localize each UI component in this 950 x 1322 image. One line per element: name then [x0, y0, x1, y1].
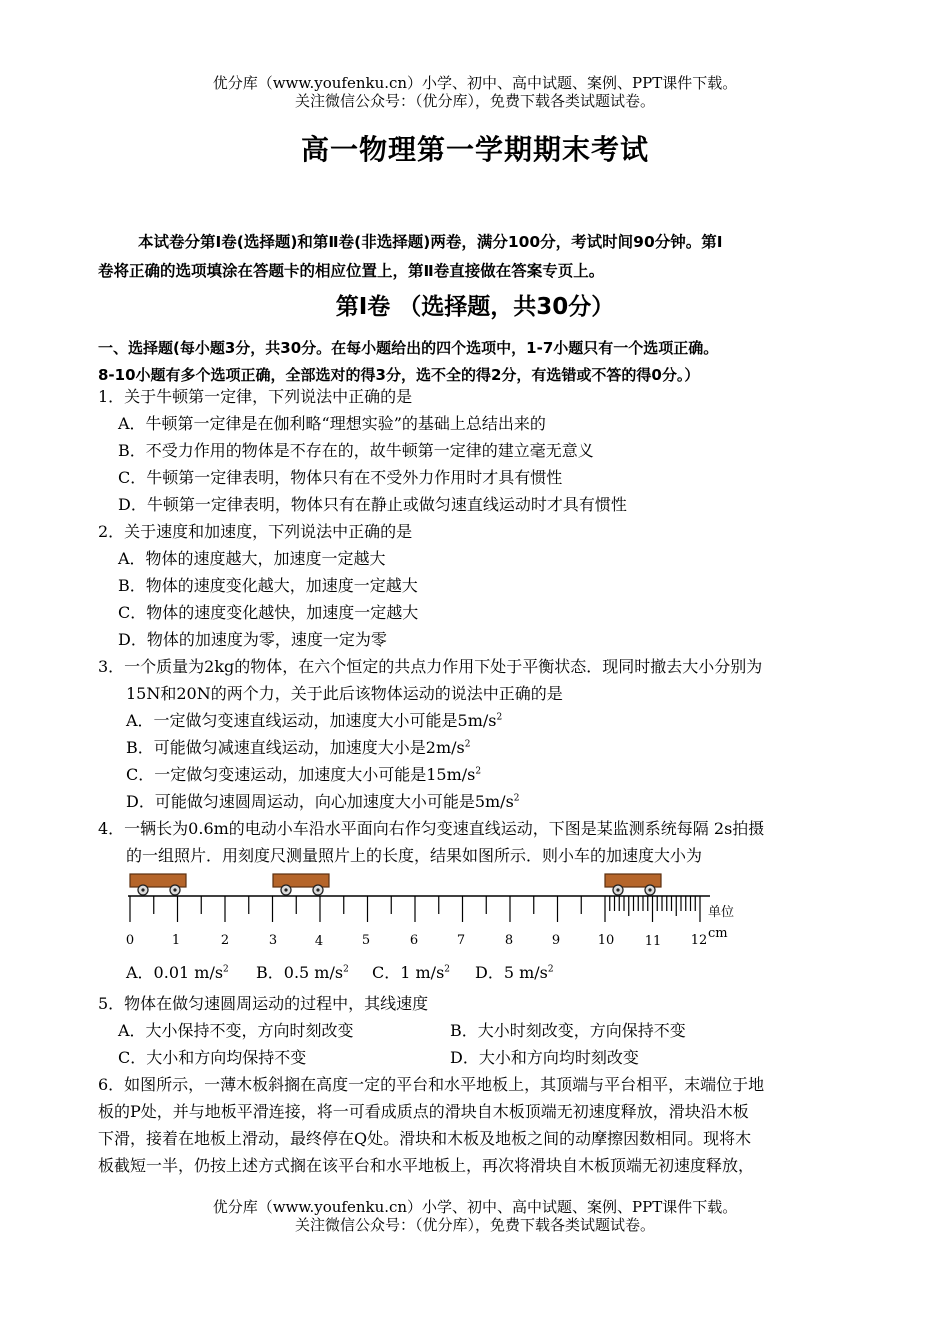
q2-option-b: B．物体的速度变化越大，加速度一定越大 [118, 576, 418, 595]
ruler-label-7: 7 [456, 933, 466, 948]
q3-option-c: C．一定做匀变速运动，加速度大小可能是$15m/s^2$ [126, 765, 482, 784]
q3-stem-line-1: 3．一个质量为2kg的物体，在六个恒定的共点力作用下处于平衡状态．现同时撤去大小分别为 [98, 657, 763, 676]
header-line-2: 关注微信公众号：（优分库），免费下载各类试题试卷。 [294, 92, 655, 110]
q3-option-a: A．一定做匀变速直线运动，加速度大小可能是$5m/s^2$ [126, 711, 503, 730]
ruler-unit-label: 单位 [708, 905, 735, 920]
intro-line-2: 卷将正确的选项填涂在答题卡的相应位置上，第Ⅱ卷直接做在答案专页上。 [98, 262, 605, 280]
ruler-unit-cm: cm [708, 926, 728, 941]
page-title: 高一物理第一学期期末考试 [300, 133, 649, 166]
q5-option-b: B．大小时刻改变，方向保持不变 [450, 1021, 686, 1040]
instructions-line-2: 8-10小题有多个选项正确，全部选对的得3分，选不全的得2分，有选错或不答的得0分。） [98, 366, 700, 384]
q6-line-2: 板的P处，并与地板平滑连接，将一可看成质点的滑块自木板顶端无初速度释放，滑块沿木板 [98, 1102, 749, 1121]
q1-option-c: C．牛顿第一定律表明，物体只有在不受外力作用时才具有惯性 [118, 468, 563, 487]
instructions-line-1: 一、选择题(每小题3分，共30分。在每小题给出的四个选项中，1-7小题只有一个选项正确。 [98, 339, 719, 357]
cart-wheel-hub [141, 888, 144, 891]
section-title: 第Ⅰ卷 （选择题，共30分） [335, 294, 615, 320]
ruler-label-0: 0 [125, 933, 135, 948]
cart-wheel-hub [173, 888, 176, 891]
footer-line-1: 优分库（www.youfenku.cn）小学、初中、高中试题、案例、PPT课件下载。 [212, 1198, 738, 1216]
q2-stem: 2．关于速度和加速度，下列说法中正确的是 [98, 522, 413, 541]
q4-option-d: D．5 $m/s^2$ [475, 963, 554, 982]
q1-option-a: A．牛顿第一定律是在伽利略“理想实验”的基础上总结出来的 [118, 414, 546, 433]
q4-option-c: C．1 $m/s^2$ [372, 963, 451, 982]
q3-option-d: D．可能做匀速圆周运动，向心加速度大小可能是$5m/s^2$ [126, 792, 520, 811]
ruler-ticks [130, 896, 700, 922]
cart-2 [273, 874, 329, 895]
q2-option-d: D．物体的加速度为零，速度一定为零 [118, 630, 387, 649]
instructions [98, 335, 878, 389]
q1-option-b: B．不受力作用的物体是不存在的，故牛顿第一定律的建立毫无意义 [118, 441, 594, 460]
ruler-label-3: 3 [268, 933, 278, 948]
q4-option-a: A．0.01 $m/s^2$ [126, 963, 229, 982]
q5-option-d: D．大小和方向均时刻改变 [450, 1048, 639, 1067]
carts [130, 874, 661, 895]
q2-option-a: A．物体的速度越大，加速度一定越大 [118, 549, 386, 568]
cart-wheel-hub [284, 888, 287, 891]
q5-option-a: A．大小保持不变，方向时刻改变 [118, 1021, 354, 1040]
cart-3 [605, 874, 661, 895]
ruler-label-4: 4 [314, 934, 324, 949]
ruler-figure [110, 866, 750, 956]
q2-option-c: C．物体的速度变化越快，加速度一定越大 [118, 603, 419, 622]
intro-text [98, 228, 858, 286]
ruler-tick-labels [126, 933, 707, 949]
q1-option-d: D．牛顿第一定律表明，物体只有在静止或做匀速直线运动时才具有惯性 [118, 495, 627, 514]
ruler-label-11: 11 [644, 934, 662, 949]
q6-line-1: 6．如图所示，一薄木板斜搁在高度一定的平台和水平地板上，其顶端与平台相平，末端位于地 [98, 1075, 765, 1094]
q5-stem: 5．物体在做匀速圆周运动的过程中，其线速度 [98, 994, 429, 1013]
intro-line-1: 本试卷分第Ⅰ卷(选择题)和第Ⅱ卷(非选择题)两卷，满分100分，考试时间90分钟。第Ⅰ [138, 233, 723, 251]
header-line-1: 优分库（www.youfenku.cn）小学、初中、高中试题、案例、PPT课件下载。 [212, 74, 738, 92]
ruler-label-10: 10 [597, 933, 615, 948]
ruler-label-8: 8 [504, 933, 514, 948]
ruler-label-9: 9 [551, 933, 561, 948]
ruler-label-1: 1 [171, 933, 181, 948]
cart-wheel-hub [648, 888, 651, 891]
cart-1 [130, 874, 186, 895]
footer-line-2: 关注微信公众号：（优分库），免费下载各类试题试卷。 [294, 1216, 655, 1234]
q3-stem-line-2: 15N和20N的两个力，关于此后该物体运动的说法中正确的是 [126, 684, 563, 703]
q6-line-4: 板截短一半，仍按上述方式搁在该平台和水平地板上，再次将滑块自木板顶端无初速度释放， [98, 1156, 755, 1175]
ruler-label-6: 6 [409, 933, 419, 948]
q1-stem: 1．关于牛顿第一定律，下列说法中正确的是 [98, 387, 413, 406]
q4-stem-line-1: 4．一辆长为0.6m的电动小车沿水平面向右作匀变速直线运动，下图是某监测系统每隔 2s拍摄 [98, 819, 765, 838]
q6-line-3: 下滑，接着在地板上滑动，最终停在Q处。滑块和木板及地板之间的动摩擦因数相同。现将木 [98, 1129, 752, 1148]
q4-stem-line-2: 的一组照片．用刻度尺测量照片上的长度，结果如图所示．则小车的加速度大小为 [126, 846, 703, 865]
ruler-label-5: 5 [361, 933, 371, 948]
ruler-label-2: 2 [220, 933, 230, 948]
cart-wheel-hub [616, 888, 619, 891]
q5-option-c: C．大小和方向均保持不变 [118, 1048, 307, 1067]
q3-option-b: B．可能做匀减速直线运动，加速度大小是$2m/s^2$ [126, 738, 471, 757]
ruler-label-12: 12 [690, 933, 708, 948]
cart-wheel-hub [316, 888, 319, 891]
q4-option-b: B．0.5 $m/s^2$ [256, 963, 349, 982]
